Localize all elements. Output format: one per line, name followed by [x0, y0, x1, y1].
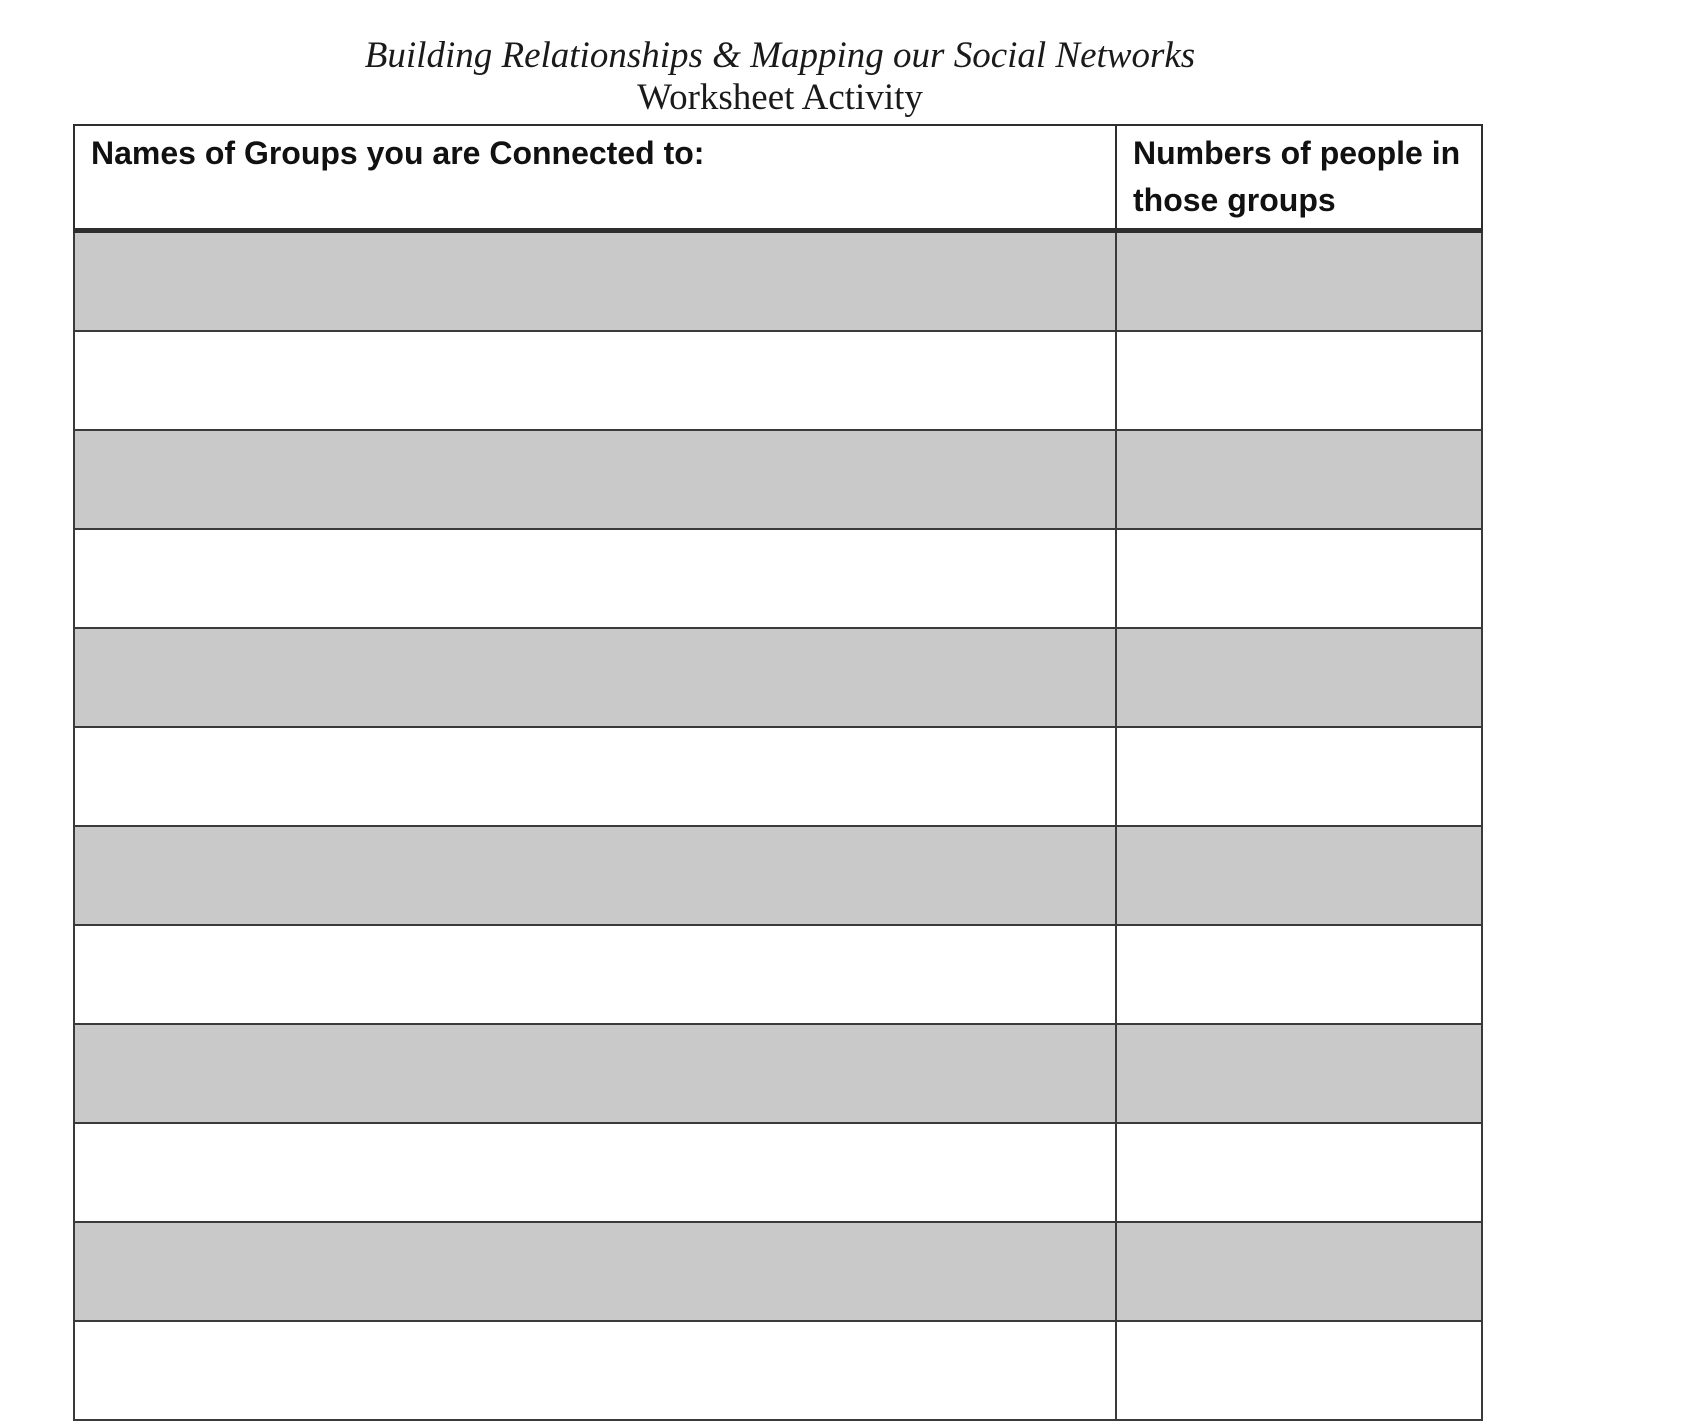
- table-row: [74, 628, 1482, 727]
- table-row: [74, 727, 1482, 826]
- column-header-group-names: Names of Groups you are Connected to:: [74, 125, 1116, 231]
- people-count-cell[interactable]: [1116, 430, 1482, 529]
- table-row: [74, 529, 1482, 628]
- table-row: [74, 231, 1482, 332]
- table-row: [74, 925, 1482, 1024]
- table-row: [74, 430, 1482, 529]
- group-name-cell[interactable]: [74, 1321, 1116, 1420]
- people-count-cell[interactable]: [1116, 1024, 1482, 1123]
- group-name-cell[interactable]: [74, 826, 1116, 925]
- people-count-cell[interactable]: [1116, 628, 1482, 727]
- worksheet-title: Building Relationships & Mapping our Social Networks: [364, 35, 1196, 76]
- group-name-cell[interactable]: [74, 628, 1116, 727]
- group-name-cell[interactable]: [74, 331, 1116, 430]
- group-name-cell[interactable]: [74, 430, 1116, 529]
- table-row: [74, 1321, 1482, 1420]
- people-count-cell[interactable]: [1116, 331, 1482, 430]
- group-name-cell[interactable]: [74, 1123, 1116, 1222]
- column-header-people-count: Numbers of people in those groups: [1116, 125, 1482, 231]
- group-name-cell[interactable]: [74, 1024, 1116, 1123]
- table-row: [74, 826, 1482, 925]
- table-row: [74, 1024, 1482, 1123]
- table-row: [74, 331, 1482, 430]
- people-count-cell[interactable]: [1116, 826, 1482, 925]
- table-header-row: [74, 125, 1482, 231]
- people-count-cell[interactable]: [1116, 727, 1482, 826]
- group-name-cell[interactable]: [74, 529, 1116, 628]
- worksheet-table: [73, 124, 1483, 1421]
- group-name-cell[interactable]: [74, 231, 1116, 332]
- worksheet-subtitle: Worksheet Activity: [637, 77, 923, 118]
- table-row: [74, 1222, 1482, 1321]
- people-count-cell[interactable]: [1116, 1321, 1482, 1420]
- worksheet-header: [0, 34, 1560, 118]
- group-name-cell[interactable]: [74, 727, 1116, 826]
- people-count-cell[interactable]: [1116, 1222, 1482, 1321]
- table-body: [74, 231, 1482, 1421]
- group-name-cell[interactable]: [74, 925, 1116, 1024]
- people-count-cell[interactable]: [1116, 925, 1482, 1024]
- people-count-cell[interactable]: [1116, 231, 1482, 332]
- people-count-cell[interactable]: [1116, 1123, 1482, 1222]
- people-count-cell[interactable]: [1116, 529, 1482, 628]
- group-name-cell[interactable]: [74, 1222, 1116, 1321]
- table-row: [74, 1123, 1482, 1222]
